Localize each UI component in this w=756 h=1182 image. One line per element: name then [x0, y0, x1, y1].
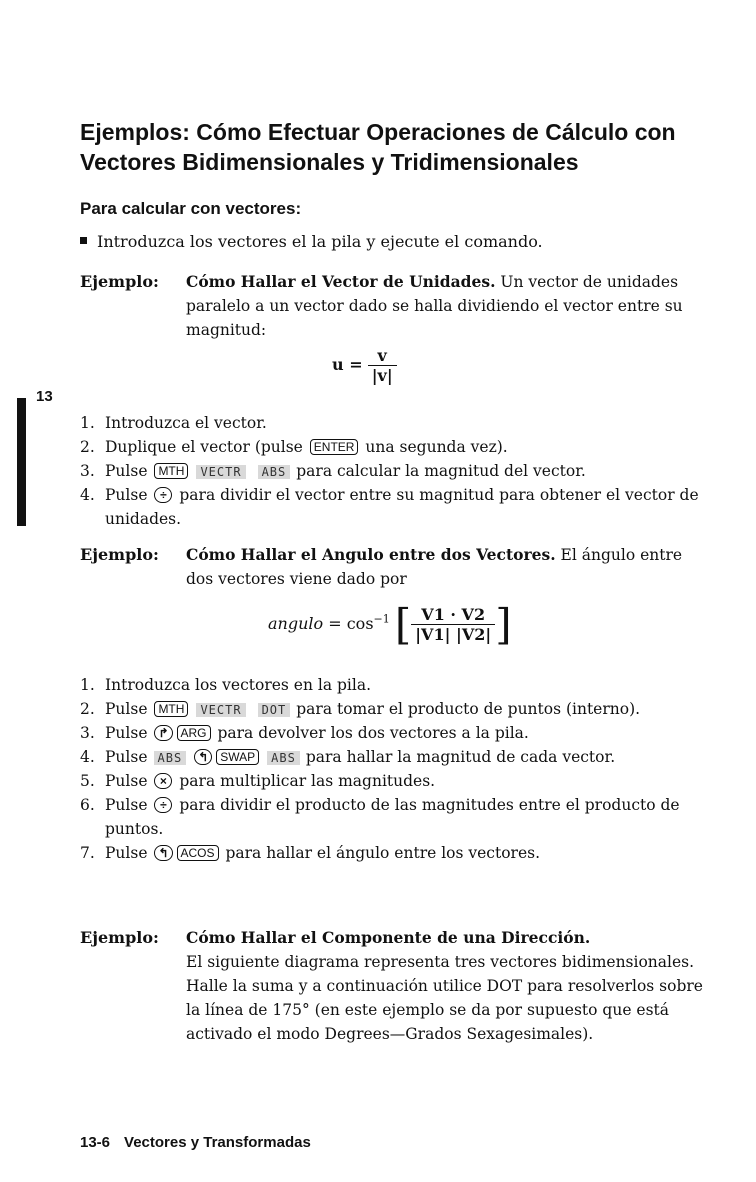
formula2-denominator: |V1| |V2|	[415, 625, 492, 644]
step-item: 1. Introduzca los vectores en la pila.	[80, 676, 372, 694]
bullet-square-icon	[80, 237, 87, 244]
example3-text	[186, 926, 706, 1046]
step-item: 3. Pulse ↱ ARG para devolver los dos vectores a la pila.	[80, 724, 529, 742]
step-item: 4. Pulse ABS ↰ SWAP ABS para hallar la magnitud de cada vector.	[80, 748, 616, 766]
formula2-numerator: V1 · V2	[411, 605, 495, 625]
vectr-softkey: VECTR	[196, 465, 245, 479]
example2-steps	[80, 673, 720, 865]
step-item: 7. Pulse ↰ ACOS para hallar el ángulo entre los vectores.	[80, 844, 541, 862]
right-shift-key: ↱	[154, 725, 172, 741]
formula2-fraction	[411, 605, 495, 644]
example1-text	[186, 270, 706, 342]
swap-key: SWAP	[216, 749, 259, 765]
example1-heading: Cómo Hallar el Vector de Unidades.	[186, 272, 496, 291]
unit-vector-formula	[332, 346, 397, 385]
chapter-tab-number: 13	[36, 388, 53, 405]
formula2-eq: = cos	[323, 614, 374, 633]
angle-formula	[268, 600, 512, 649]
acos-key: ACOS	[177, 845, 219, 861]
step-item: 1. Introduzca el vector.	[80, 414, 267, 432]
left-shift-key: ↰	[154, 845, 172, 861]
abs-softkey: ABS	[154, 751, 187, 765]
formula2-exponent: −1	[373, 612, 390, 626]
mth-key: MTH	[154, 463, 188, 479]
chapter-tab-bar	[17, 398, 26, 526]
formula2-lhs: angulo	[268, 614, 324, 633]
example1-body: Un vector de unidades paralelo a un vector dado se halla dividiendo el vector entre su magnitud:	[186, 273, 683, 339]
bullet-text: Introduzca los vectores el la pila y ejecute el comando.	[97, 232, 543, 251]
arg-key: ARG	[177, 725, 211, 741]
example2-heading: Cómo Hallar el Angulo entre dos Vectores.	[186, 545, 556, 564]
formula1-numerator: v	[368, 346, 397, 366]
divide-key: ÷	[154, 797, 172, 813]
mth-key: MTH	[154, 701, 188, 717]
left-shift-key: ↰	[194, 749, 212, 765]
example3-body: El siguiente diagrama representa tres vectores bidimensionales. Halle la suma y a continuación utilice DOT para resolverlos sobre la línea de 175° (en este ejemplo se da por supuesto que está activado el modo Degrees—Grados Sexagesimales).	[186, 953, 703, 1043]
divide-key: ÷	[154, 487, 172, 503]
step-item: 3. Pulse MTH VECTR ABS para calcular la magnitud del vector.	[80, 462, 586, 480]
example2-label: Ejemplo:	[80, 545, 159, 564]
step-item: 5. Pulse × para multiplicar las magnitudes.	[80, 772, 436, 790]
dot-softkey: DOT	[258, 703, 291, 717]
formula1-denominator: |v|	[371, 366, 393, 385]
multiply-key: ×	[154, 773, 172, 789]
example1-label: Ejemplo:	[80, 272, 159, 291]
left-bracket: [	[394, 600, 412, 649]
formula1-fraction	[368, 346, 397, 385]
formula1-lhs: u =	[332, 355, 363, 374]
page-title: Ejemplos: Cómo Efectuar Operaciones de Cálculo con Vectores Bidimensionales y Tridimensionales	[80, 119, 676, 175]
bullet-item	[80, 231, 543, 253]
section-subtitle: Para calcular con vectores:	[80, 199, 302, 218]
example1-steps	[80, 411, 720, 531]
footer-page-number: 13-6	[80, 1134, 111, 1151]
example3-label: Ejemplo:	[80, 928, 159, 947]
example2-text	[186, 543, 706, 591]
abs-softkey: ABS	[267, 751, 300, 765]
example3-heading: Cómo Hallar el Componente de una Dirección.	[186, 928, 591, 947]
footer-section: Vectores y Transformadas	[124, 1134, 311, 1151]
example2-body: El ángulo entre dos vectores viene dado por	[186, 546, 683, 588]
abs-softkey: ABS	[258, 465, 291, 479]
enter-key: ENTER	[310, 439, 359, 455]
step-item: 6. Pulse ÷ para dividir el producto de las magnitudes entre el producto de puntos.	[80, 796, 680, 838]
step-item: 2. Pulse MTH VECTR DOT para tomar el producto de puntos (interno).	[80, 700, 641, 718]
step-item: 2. Duplique el vector (pulse ENTER una segunda vez).	[80, 438, 508, 456]
step-item: 4. Pulse ÷ para dividir el vector entre su magnitud para obtener el vector de unidades.	[80, 486, 699, 528]
page-footer	[80, 1134, 311, 1151]
vectr-softkey: VECTR	[196, 703, 245, 717]
right-bracket: ]	[495, 600, 512, 649]
